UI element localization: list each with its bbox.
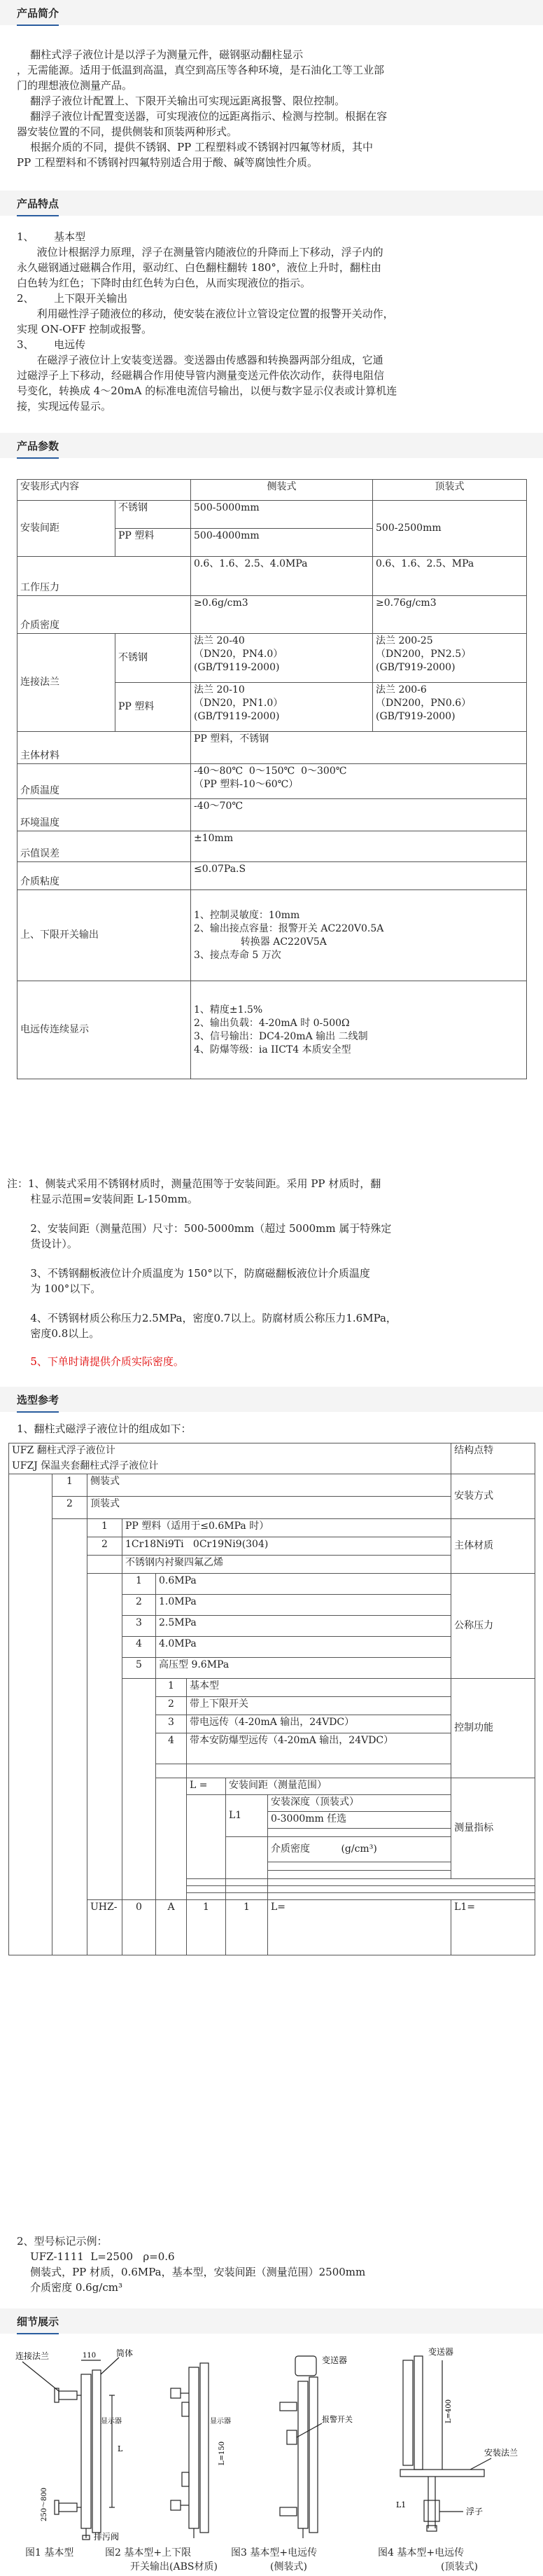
density-label: 介质密度 [271, 1843, 310, 1855]
text-line: 翻浮子液位计配置变送器，可实现液位的远距离指示、检测与控制。根据在容 [17, 110, 388, 123]
basic-level-gauge-drawing [14, 2346, 154, 2542]
blank-cell [268, 1862, 451, 1871]
text-line: 器安装位置的不同，提供侧装和顶装两种形式。 [17, 125, 238, 138]
text-line: PP 工程塑料和不锈钢衬四氟特别适合用于酸、碱等腐蚀性介质。 [17, 156, 318, 169]
option-cell: 侧装式 [87, 1474, 451, 1497]
blank-cell [187, 1764, 451, 1778]
section-title: 选型参考 [17, 1392, 59, 1413]
top-transmitter-gauge-drawing [386, 2346, 533, 2542]
switch-line: 3、接点寿命 5 万次 [194, 949, 281, 961]
figure-top-transmitter [386, 2346, 533, 2542]
temp-pp-value: （PP 塑料-10～60℃） [194, 779, 299, 790]
blank-cell [87, 1574, 122, 1900]
note-line: 货设计）。 [7, 1238, 78, 1250]
cell: ≥0.76g/cm3 [373, 596, 527, 634]
option-cell: 4.0MPa [156, 1637, 451, 1658]
label-L: L [118, 2444, 123, 2453]
switch-line: 转换器 AC220V5A [194, 936, 327, 948]
selection-intro: 1、翻柱式磁浮子液位计的组成如下： [17, 1422, 192, 1435]
params-table [17, 479, 527, 1079]
cell: 0.6、1.6、2.5、MPa [373, 557, 527, 596]
caption-fig2-sub: 开关输出(ABS材质) [130, 2561, 218, 2572]
header-cell: 侧装式 [191, 480, 373, 501]
label-mount-flange: 安装法兰 [484, 2448, 519, 2458]
example-line: 介质密度 0.6g/cm³ [17, 2281, 122, 2294]
example-code: 1 [226, 1900, 268, 1955]
caption-fig4-sub: (顶装式) [441, 2561, 478, 2572]
label-L400: L=400 [445, 2399, 453, 2423]
example-line: 2、型号标记示例： [17, 2235, 108, 2248]
option-cell: 0-3000mm 任选 [268, 1812, 451, 1829]
label-tube: 筒体 [116, 2348, 134, 2358]
cell: ≤0.07Pa.S [191, 862, 527, 890]
cell: ±10mm [191, 831, 527, 862]
section-title: 产品参数 [17, 438, 59, 459]
text-line: 过磁浮子上下移动，经磁耦合作用使导管内测量变送元件依次动作，获得电阻信 [17, 369, 385, 382]
label-alarm-switch: 报警开关 [322, 2415, 353, 2424]
note-line: 4、不锈钢材质公称压力2.5MPa，密度0.7以上。防腐材质公称压力1.6MPa， [7, 1312, 397, 1324]
example-code: UHZ- [87, 1900, 122, 1955]
row-label: 介质粘度 [17, 862, 191, 890]
section-header-params [0, 433, 543, 458]
header-cell: 顶装式 [373, 480, 527, 501]
option-cell [268, 1837, 451, 1862]
cell: 法兰 20-40 （DN20，PN4.0） (GB/T9119-2000) [191, 634, 373, 683]
note-line-warning: 5、下单时请提供介质实际密度。 [7, 1355, 184, 1368]
code-cell: 2 [52, 1497, 87, 1519]
option-cell: 1Cr18Ni9Ti 0Cr19Ni9(304) [122, 1537, 451, 1556]
example-code: A [156, 1900, 187, 1955]
selection-table [8, 1443, 535, 1955]
model-name: UFZJ 保温夹套翻柱式浮子液位计 [9, 1459, 451, 1474]
category-cell: 控制功能 [451, 1679, 535, 1778]
label-L1: L1 [396, 2500, 407, 2509]
text-line: 在磁浮子液位计上安装变送器。变送器由传感器和转换器两部分组成，它通 [17, 354, 383, 366]
option-cell: 带上下限开关 [187, 1697, 451, 1715]
option-cell: 2.5MPa [156, 1616, 451, 1637]
note-line: 密度0.8以上。 [7, 1327, 100, 1340]
blank-cell [9, 1474, 52, 1955]
label-drain-valve: 排污阀 [94, 2532, 120, 2542]
blank-cell [268, 1879, 535, 1886]
code-cell: 5 [122, 1658, 156, 1679]
label-L150: L=150 [218, 2441, 226, 2465]
figure-side-transmitter [252, 2346, 378, 2542]
code-cell: 4 [122, 1637, 156, 1658]
option-cell: 安装深度（顶装式） [268, 1795, 451, 1812]
note-line: 2、安装间距（测量范围）尺寸：500-5000mm（超过 5000mm 属于特殊定 [7, 1222, 392, 1235]
figure-limit-switch [161, 2346, 245, 2542]
section-header-details [0, 2308, 543, 2334]
option-cell: 1.0MPa [156, 1595, 451, 1616]
blank-cell [268, 1886, 535, 1893]
blank-cell [268, 1871, 451, 1879]
blank-cell [268, 1893, 535, 1900]
code-cell: 1 [156, 1679, 187, 1697]
cell: -40～70℃ [191, 799, 527, 831]
blank-cell [226, 1837, 268, 1879]
caption-fig4: 图4 基本型+电远传 [378, 2547, 465, 2558]
note-line: 注：1、侧装式采用不锈钢材质时，测量范围等于安装间距。采用 PP 材质时，翻 [7, 1177, 381, 1190]
cell: 0.6、1.6、2.5、4.0MPa [191, 557, 373, 596]
example-line: UFZ-1111 L=2500 ρ=0.6 [17, 2250, 175, 2263]
code-cell: 1 [122, 1574, 156, 1595]
row-label: 主体材料 [17, 732, 191, 764]
code-cell: 3 [122, 1616, 156, 1637]
blank-cell [268, 1829, 451, 1837]
section-header-features [0, 191, 543, 216]
remote-line: 2、输出负载：4-20mA 时 0-500Ω [194, 1017, 350, 1029]
label-width: 110 [83, 2352, 97, 2360]
text-line: 白色转为红色；下降时由红色转为白色，从而实现液位的指示。 [17, 277, 311, 289]
cell: 法兰 20-10 （DN20，PN1.0） (GB/T9119-2000) [191, 683, 373, 732]
example-code: 1 [187, 1900, 226, 1955]
text-line: 液位计根据浮力原理，浮子在测量管内随液位的升降而上下移动，浮子内的 [17, 246, 383, 258]
text-line: 实现 ON-OFF 控制或报警。 [17, 323, 153, 335]
code-cell: 1 [52, 1474, 87, 1497]
row-label: 上、下限开关输出 [17, 890, 191, 981]
option-cell: 带电远传（4-20mA 输出，24VDC） [187, 1715, 451, 1733]
remote-line: 1、精度±1.5% [194, 1004, 263, 1016]
code-cell: 2 [122, 1595, 156, 1616]
caption-fig2: 图2 基本型+上下限 [105, 2547, 192, 2558]
blank-cell [122, 1679, 156, 1900]
text-line: 门的理想液位测量产品。 [17, 79, 133, 92]
row-label: 电远传连续显示 [17, 981, 191, 1079]
temp-value: -40～80℃ 0～150℃ 0～300℃ [194, 766, 347, 777]
row-sublabel: 不锈钢 [115, 634, 191, 683]
cell: 500-2500mm [373, 501, 527, 557]
option-cell: 高压型 9.6MPa [156, 1658, 451, 1679]
category-cell: 公称压力 [451, 1574, 535, 1679]
code-cell: L1 [226, 1795, 268, 1837]
side-transmitter-gauge-drawing [252, 2346, 378, 2542]
label-float: 浮子 [466, 2507, 484, 2516]
text-line: 永久磁钢通过磁耦合作用，驱动红、白色翻柱翻转 180°，液位上升时，翻柱由 [17, 261, 381, 274]
cell [191, 764, 527, 799]
option-cell: 安装间距（测量范围） [226, 1778, 451, 1795]
row-label: 介质密度 [17, 596, 191, 634]
section-title: 产品特点 [17, 196, 59, 216]
text-line: 利用磁性浮子随液位的移动，使安装在液位计立管设定位置的报警开关动作， [17, 307, 394, 320]
section-header-selection [0, 1387, 543, 1412]
option-cell: PP 塑料（适用于≤0.6MPa 时） [122, 1519, 451, 1537]
cell: 500-4000mm [191, 529, 373, 557]
cell [191, 981, 527, 1079]
limit-switch-gauge-drawing [161, 2346, 245, 2542]
option-cell: 基本型 [187, 1679, 451, 1697]
row-label: 示值误差 [17, 831, 191, 862]
text-line: 3、 电远传 [17, 338, 86, 351]
row-label: 连接法兰 [17, 634, 115, 732]
example-line: 侧装式，PP 材质，0.6MPa，基本型，安装间距（测量范围）2500mm [17, 2266, 366, 2278]
section-header-intro [0, 0, 543, 25]
note-line: 3、不锈钢翻板液位计介质温度为 150°以下，防腐磁翻板液位计介质温度 [7, 1267, 370, 1280]
blank-cell [226, 1886, 268, 1893]
code-cell: 2 [87, 1537, 122, 1556]
remote-line: 4、防爆等级：ia IICT4 本质安全型 [194, 1044, 351, 1055]
row-sublabel: 不锈钢 [115, 501, 191, 529]
cell: PP 塑料，不锈钢 [191, 732, 527, 764]
switch-line: 1、控制灵敏度：10mm [194, 909, 300, 921]
note-line: 柱显示范围=安装间距 L-150mm。 [7, 1193, 198, 1205]
figure-basic [14, 2346, 154, 2542]
label-transmitter: 变送器 [428, 2347, 454, 2357]
text-line: ，无需能源。适用于低温到高温，真空到高压等各种环境，是石油化工等工业部 [17, 64, 385, 76]
section-title: 细节展示 [17, 2314, 59, 2334]
text-line: 根据介质的不同，提供不锈钢、PP 工程塑料或不锈钢衬四氟等材质，其中 [17, 141, 374, 153]
option-cell: 不锈钢内衬聚四氟乙烯 [122, 1556, 451, 1574]
text-line: 号变化，转换成 4～20mA 的标准电流信号输出，以便与数字显示仪表或计算机连 [17, 385, 397, 397]
section-title: 产品简介 [17, 6, 59, 26]
category-cell: 测量指标 [451, 1778, 535, 1879]
caption-fig3: 图3 基本型+电远传 [231, 2547, 318, 2558]
row-label: 安装间距 [17, 501, 115, 557]
blank-cell [52, 1519, 87, 1955]
row-sublabel: PP 塑料 [115, 683, 191, 732]
blank-cell [226, 1893, 268, 1900]
text-line: 翻浮子液位计配置上、下限开关输出可实现远距离报警、限位控制。 [17, 95, 346, 107]
text-line: 翻柱式浮子液位计是以浮子为测量元件，磁钢驱动翻柱显示 [17, 48, 304, 61]
code-cell: 4 [156, 1733, 187, 1764]
blank-cell [187, 1795, 226, 1879]
cell: 500-5000mm [191, 501, 373, 529]
example-code: L1= [451, 1900, 535, 1955]
model-name: UFZ 翻柱式浮子液位计 [9, 1443, 451, 1459]
label-transmitter: 变送器 [322, 2355, 348, 2365]
header-cell: 结构点特 [451, 1443, 535, 1474]
switch-line: 2、输出接点容量：报警开关 AC220V0.5A [194, 922, 384, 934]
caption-fig3-sub: (侧装式) [270, 2561, 307, 2572]
row-label: 介质温度 [17, 764, 191, 799]
blank-cell [226, 1879, 268, 1886]
code-cell: L = [187, 1778, 226, 1795]
code-cell: 2 [156, 1697, 187, 1715]
note-line: 为 100°以下。 [7, 1282, 101, 1295]
remote-line: 3、信号输出：DC4-20mA 输出 二线制 [194, 1030, 368, 1042]
text-line: 2、 上下限开关输出 [17, 292, 128, 305]
option-cell: 0.6MPa [156, 1574, 451, 1595]
header-cell: 安装形式内容 [17, 480, 191, 501]
row-label: 环境温度 [17, 799, 191, 831]
category-cell: 安装方式 [451, 1474, 535, 1519]
code-cell: 1 [87, 1519, 122, 1537]
caption-fig1: 图1 基本型 [25, 2547, 74, 2558]
example-code: L= [268, 1900, 451, 1955]
blank-cell [156, 1764, 187, 1778]
option-cell: 带本安防爆型远传（4-20mA 输出，24VDC） [187, 1733, 451, 1764]
cell [191, 890, 527, 981]
blank-cell [156, 1778, 187, 1900]
label-range: 250～800 [41, 2487, 48, 2521]
category-cell: 主体材质 [451, 1519, 535, 1574]
example-code: 0 [122, 1900, 156, 1955]
label-display: 显示器 [210, 2418, 231, 2425]
blank-cell [87, 1556, 122, 1574]
label-display: 显示器 [101, 2418, 122, 2425]
density-unit: (g/cm³) [341, 1843, 377, 1855]
text-line: 1、 基本型 [17, 230, 86, 243]
option-cell: 顶装式 [87, 1497, 451, 1519]
cell: 法兰 200-25 （DN200，PN2.5） (GB/T919-2000) [373, 634, 527, 683]
cell: 法兰 200-6 （DN200，PN0.6） (GB/T919-2000) [373, 683, 527, 732]
row-label: 工作压力 [17, 557, 191, 596]
row-sublabel: PP 塑料 [115, 529, 191, 557]
blank-cell [187, 1893, 226, 1900]
text-line: 接，实现远传显示。 [17, 400, 112, 413]
cell: ≥0.6g/cm3 [191, 596, 373, 634]
blank-cell [187, 1879, 226, 1886]
label-connect-flange: 连接法兰 [15, 2351, 50, 2361]
code-cell: 3 [156, 1715, 187, 1733]
blank-cell [187, 1886, 226, 1893]
